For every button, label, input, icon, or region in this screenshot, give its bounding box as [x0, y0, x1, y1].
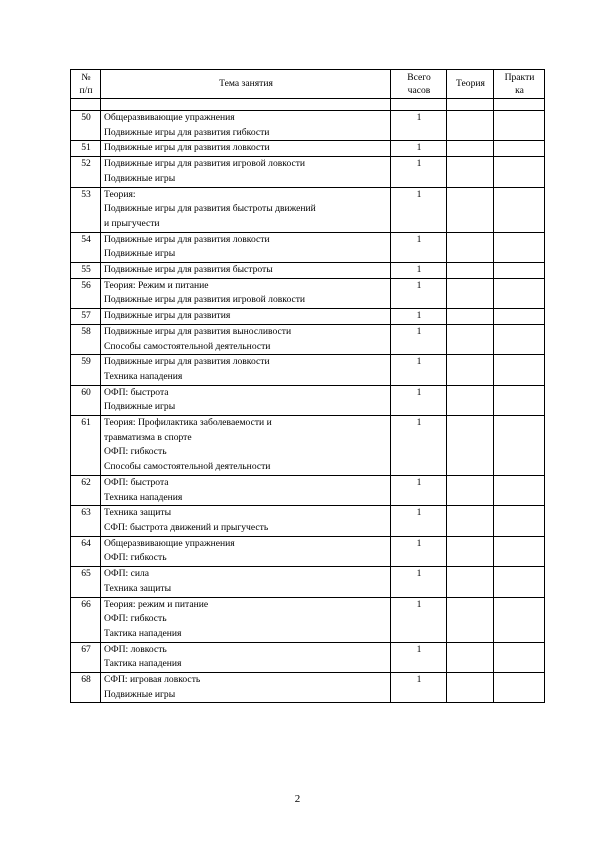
table-row	[71, 673, 545, 703]
topic-line: ОФП: гибкость	[104, 613, 167, 625]
lesson-theory	[447, 263, 494, 279]
table-row	[71, 278, 545, 308]
topic-line: Техника нападения	[104, 491, 183, 503]
lesson-practice	[494, 263, 545, 279]
lesson-theory	[447, 475, 494, 505]
topic-line: Подвижные игры для развития ловкости	[104, 356, 270, 368]
lesson-hours: 1	[391, 536, 447, 566]
topic-line: Способы самостоятельной деятельности	[104, 340, 271, 352]
topic-line: Подвижные игры	[104, 688, 176, 700]
lesson-number: 65	[71, 567, 101, 597]
lesson-hours: 1	[391, 355, 447, 385]
table-row	[71, 324, 545, 354]
topic-line: Подвижные игры для развития ловкости	[104, 142, 270, 154]
lesson-hours: 1	[391, 385, 447, 415]
table-row	[71, 416, 545, 476]
lesson-theory	[447, 111, 494, 141]
table-spacer-row	[71, 99, 545, 111]
table-row	[71, 232, 545, 262]
header-topic	[101, 70, 391, 99]
topic-line: Техника защиты	[104, 507, 172, 519]
table-row	[71, 187, 545, 232]
topic-line: Подвижные игры	[104, 401, 176, 413]
topic-line: Общеразвивающие упражнения	[104, 537, 235, 549]
topic-line: Подвижные игры для развития быстроты	[104, 264, 273, 276]
lesson-practice	[494, 187, 545, 232]
lesson-hours: 1	[391, 309, 447, 325]
lesson-topic	[101, 309, 391, 325]
topic-line: Техника защиты	[104, 582, 172, 594]
topic-line: Подвижные игры для развития быстроты движений	[104, 203, 316, 215]
lesson-practice	[494, 111, 545, 141]
table-row	[71, 536, 545, 566]
header-practice-label: Практи ка	[504, 71, 535, 96]
lesson-practice	[494, 642, 545, 672]
lesson-topic	[101, 567, 391, 597]
lesson-number: 50	[71, 111, 101, 141]
header-theory-label: Теория	[456, 78, 485, 90]
lesson-theory	[447, 157, 494, 187]
lesson-number: 55	[71, 263, 101, 279]
lesson-hours: 1	[391, 506, 447, 536]
lesson-practice	[494, 141, 545, 157]
lesson-theory	[447, 597, 494, 642]
topic-line: ОФП: гибкость	[104, 446, 167, 458]
lesson-theory	[447, 385, 494, 415]
header-theory	[447, 70, 494, 99]
lesson-practice	[494, 355, 545, 385]
lesson-practice	[494, 567, 545, 597]
topic-line: Подвижные игры для развития	[104, 310, 231, 322]
lesson-topic	[101, 506, 391, 536]
lesson-hours: 1	[391, 673, 447, 703]
topic-line: Подвижные игры	[104, 172, 176, 184]
topic-line: Подвижные игры	[104, 248, 176, 260]
lesson-practice	[494, 597, 545, 642]
header-topic-label: Тема занятия	[219, 78, 273, 90]
lesson-theory	[447, 673, 494, 703]
topic-line: Подвижные игры для развития ловкости	[104, 233, 270, 245]
lesson-number: 63	[71, 506, 101, 536]
lesson-practice	[494, 278, 545, 308]
header-num-label: № п/п	[79, 71, 93, 96]
table-row	[71, 506, 545, 536]
lesson-number: 59	[71, 355, 101, 385]
lesson-practice	[494, 324, 545, 354]
lesson-theory	[447, 355, 494, 385]
topic-line: ОФП: быстрота	[104, 476, 169, 488]
lesson-theory	[447, 278, 494, 308]
table-row	[71, 475, 545, 505]
lesson-topic	[101, 278, 391, 308]
lesson-practice	[494, 536, 545, 566]
lesson-theory	[447, 567, 494, 597]
topic-line: Техника нападения	[104, 370, 183, 382]
lesson-hours: 1	[391, 475, 447, 505]
lesson-theory	[447, 187, 494, 232]
table-row	[71, 111, 545, 141]
spacer-cell	[494, 99, 545, 111]
lesson-number: 62	[71, 475, 101, 505]
table-row	[71, 141, 545, 157]
lesson-topic	[101, 187, 391, 232]
topic-line: и прыгучести	[104, 217, 160, 229]
topic-line: Подвижные игры для развития выносливости	[104, 325, 292, 337]
lesson-practice	[494, 309, 545, 325]
header-practice	[494, 70, 545, 99]
topic-line: Теория:	[104, 188, 136, 200]
spacer-cell	[391, 99, 447, 111]
lesson-number: 52	[71, 157, 101, 187]
spacer-cell	[71, 99, 101, 111]
lesson-theory	[447, 506, 494, 536]
lesson-topic	[101, 475, 391, 505]
lesson-number: 51	[71, 141, 101, 157]
topic-line: Способы самостоятельной деятельности	[104, 461, 271, 473]
topic-line: Теория: Режим и питание	[104, 279, 209, 291]
topic-line: Общеразвивающие упражнения	[104, 112, 235, 123]
lesson-topic	[101, 673, 391, 703]
lesson-number: 57	[71, 309, 101, 325]
topic-line: Теория: Профилактика заболеваемости и	[104, 417, 272, 429]
lesson-theory	[447, 324, 494, 354]
lesson-plan-table	[70, 69, 545, 703]
lesson-topic	[101, 141, 391, 157]
spacer-cell	[101, 99, 391, 111]
lesson-hours: 1	[391, 232, 447, 262]
lesson-number: 67	[71, 642, 101, 672]
lesson-number: 56	[71, 278, 101, 308]
lesson-hours: 1	[391, 187, 447, 232]
topic-line: СФП: игровая ловкость	[104, 674, 201, 686]
lesson-topic	[101, 232, 391, 262]
header-num	[71, 70, 101, 99]
topic-line: СФП: быстрота движений и прыгучесть	[104, 521, 269, 533]
lesson-topic	[101, 536, 391, 566]
lesson-hours: 1	[391, 416, 447, 476]
lesson-topic	[101, 157, 391, 187]
lesson-theory	[447, 642, 494, 672]
topic-line: травматизма в спорте	[104, 431, 192, 443]
table-row	[71, 157, 545, 187]
topic-line: Подвижные игры для развития игровой ловкости	[104, 158, 306, 170]
header-hours-label: Всего часов	[407, 71, 431, 96]
lesson-topic	[101, 324, 391, 354]
topic-line: ОФП: быстрота	[104, 386, 169, 398]
lesson-practice	[494, 475, 545, 505]
lesson-number: 58	[71, 324, 101, 354]
lesson-theory	[447, 232, 494, 262]
lesson-topic	[101, 385, 391, 415]
lesson-number: 53	[71, 187, 101, 232]
lesson-number: 61	[71, 416, 101, 476]
lesson-practice	[494, 673, 545, 703]
lesson-number: 54	[71, 232, 101, 262]
lesson-practice	[494, 157, 545, 187]
table-row	[71, 642, 545, 672]
topic-line: ОФП: ловкость	[104, 643, 167, 655]
table-row	[71, 309, 545, 325]
lesson-hours: 1	[391, 263, 447, 279]
lesson-theory	[447, 309, 494, 325]
lesson-number: 64	[71, 536, 101, 566]
lesson-practice	[494, 385, 545, 415]
lesson-practice	[494, 506, 545, 536]
lesson-topic	[101, 111, 391, 141]
page-number: 2	[294, 793, 301, 805]
lesson-hours: 1	[391, 597, 447, 642]
lesson-hours: 1	[391, 324, 447, 354]
lesson-theory	[447, 416, 494, 476]
lesson-hours: 1	[391, 642, 447, 672]
topic-line: ОФП: сила	[104, 568, 150, 580]
lesson-number: 60	[71, 385, 101, 415]
lesson-topic	[101, 355, 391, 385]
lesson-hours: 1	[391, 278, 447, 308]
lesson-practice	[494, 416, 545, 476]
topic-line: Тактика нападения	[104, 658, 182, 670]
table-row	[71, 385, 545, 415]
lesson-hours: 1	[391, 157, 447, 187]
table-row	[71, 597, 545, 642]
table-body	[71, 99, 545, 703]
lesson-topic	[101, 416, 391, 476]
header-hours	[391, 70, 447, 99]
spacer-cell	[447, 99, 494, 111]
lesson-theory	[447, 141, 494, 157]
lesson-topic	[101, 642, 391, 672]
lesson-topic	[101, 597, 391, 642]
lesson-hours: 1	[391, 141, 447, 157]
topic-line: ОФП: гибкость	[104, 552, 167, 564]
topic-line: Теория: режим и питание	[104, 598, 209, 610]
table-row	[71, 567, 545, 597]
table-header-row	[71, 70, 545, 99]
topic-line: Подвижные игры для развития гибкости	[104, 126, 270, 138]
lesson-theory	[447, 536, 494, 566]
topic-line: Подвижные игры для развития игровой ловкости	[104, 294, 306, 306]
table-row	[71, 263, 545, 279]
lesson-hours: 1	[391, 111, 447, 141]
topic-line: Тактика нападения	[104, 627, 182, 639]
lesson-number: 68	[71, 673, 101, 703]
lesson-number: 66	[71, 597, 101, 642]
table-row	[71, 355, 545, 385]
lesson-hours: 1	[391, 567, 447, 597]
lesson-practice	[494, 232, 545, 262]
lesson-topic	[101, 263, 391, 279]
